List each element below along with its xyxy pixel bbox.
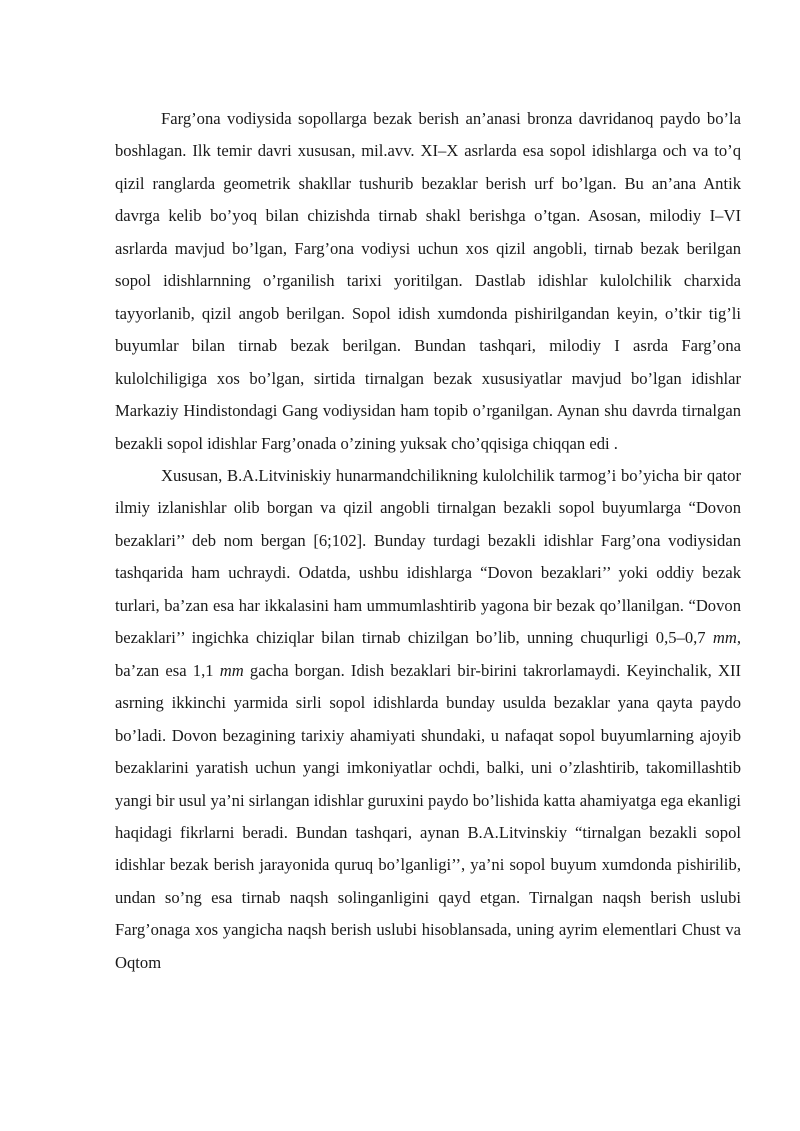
paragraph-2-text-b: , ba’zan esa 1,1 [115,628,741,680]
document-page [115,103,741,979]
paragraph-1 [115,103,741,460]
paragraph-2-text-a: Xususan, B.A.Litviniskiy hunarmandchilikning kulolchilik tarmog’i bo’yicha bir qator ilmiy izlanishlar olib borgan va qizil angobli tirnalgan bezakli sopol buyumlarga “Dovon bezaklari’’ deb nom bergan [6;102]. Bunday turdagi bezakli idishlar Farg’ona vodiysidan tashqarida ham uchraydi. Odatda, ushbu idishlarga “Dovon bezaklari’’ yoki oddiy bezak turlari, ba’zan esa har ikkalasini ham ummumlashtirib yagona bir bezak qo’llanilgan. “Dovon bezaklari’’ ingichka chiziqlar bilan tirnab chizilgan bo’lib, unning chuqurligi 0,5–0,7 [115,465,741,648]
paragraph-2-text-c: gacha borgan. Idish bezaklari bir-birini takrorlamaydi. Keyinchalik, XII asrning ikkinchi yarmida sirli sopol idishlarda bunday usulda bezaklar yana qayta paydo bo’ladi. Dovon bezagining tarixiy ahamiyati shundaki, u nafaqat sopol buyumlarning ajoyib bezaklarini yaratish uchun yangi imkoniyatlar ochdi, balki, uni o’zlashtirib, takomillashtib yangi bir usul ya’ni sirlangan idishlar guruxini paydo bo’lishida katta ahamiyatga ega ekanligi haqidagi fikrlarni beradi. Bundan tashqari, aynan B.A.Litvinskiy “tirnalgan bezakli sopol idishlar bezak berish jarayonida quruq bo’lganligi’’, ya’ni sopol buyum xumdonda pishirilib, undan so’ng esa tirnab naqsh solinganligini qayd etgan. Tirnalgan naqsh berish uslubi Farg’onaga xos yangicha naqsh berish uslubi hisoblansada, uning ayrim elementlari Chust va Oqtom [115,660,741,972]
paragraph-2 [115,460,741,979]
paragraph-1-text: Farg’ona vodiysida sopollarga bezak berish an’anasi bronza davridanoq paydo bo’la boshlagan. Ilk temir davri xususan, mil.avv. XI–X asrlarda esa sopol idishlarga och va to’q qizil ranglarda geometrik shakllar tushurib bezaklar berish urf bo’lgan. Bu an’ana Antik davrga kelib bo’yoq bilan chizishda tirnab shakl berishga o’tgan. Asosan, milodiy I–VI asrlarda mavjud bo’lgan, Farg’ona vodiysi uchun xos qizil angobli, tirnab bezak berilgan sopol idishlarnning o’rganilish tarixi yoritilgan. Dastlab idishlar kulolchilik charxida tayyorlanib, qizil angob berilgan. Sopol idish xumdonda pishirilgandan keyin, o’tkir tig’li buyumlar bilan tirnab bezak berilgan. Bundan tashqari, milodiy I asrda Farg’ona kulolchiligiga xos bo’lgan, sirtida tirnalgan bezak xususiyatlar mavjud bo’lgan idishlar Markaziy Hindistondagi Gang vodiysidan ham topib o’rganilgan. Aynan shu davrda tirnalgan bezakli sopol idishlar Farg’onada o’zining yuksak cho’qqisiga chiqqan edi . [115,109,741,453]
unit-mm-1: mm [712,628,737,648]
unit-mm-2: mm [219,660,244,680]
